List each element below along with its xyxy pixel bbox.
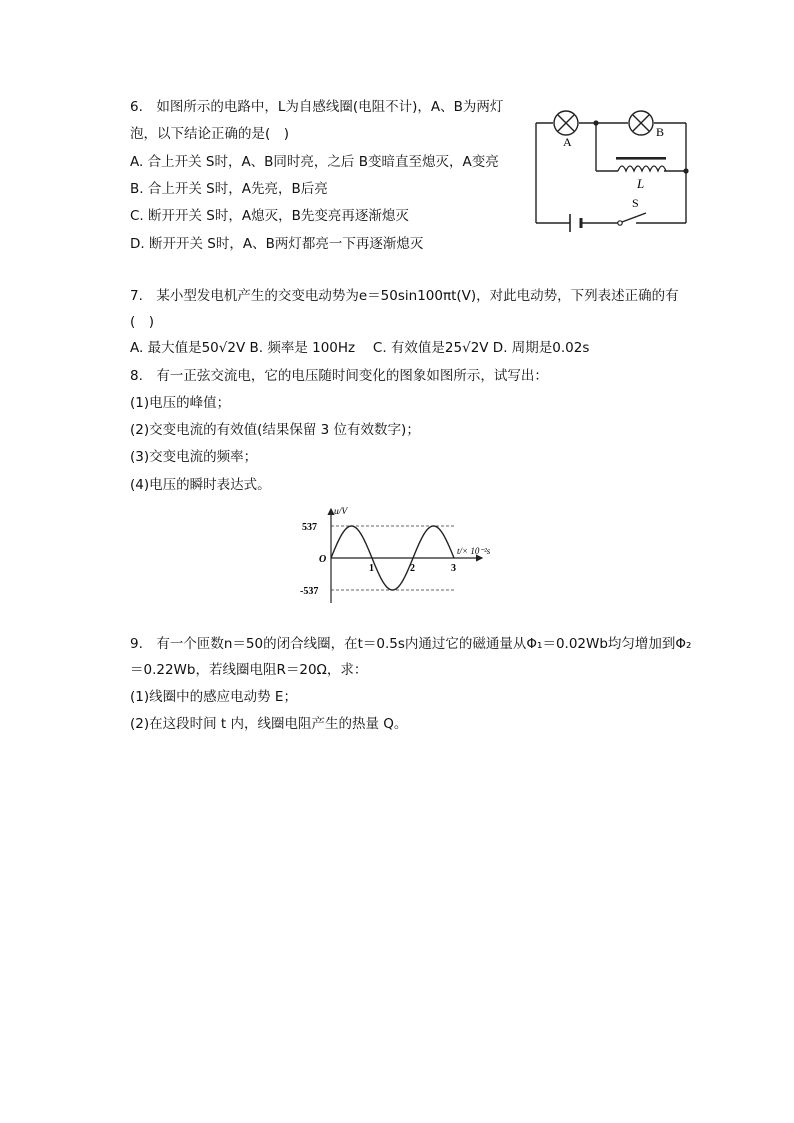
- q6-option-d: D. 断开开关 S时，A、B两灯都亮一下再逐渐熄灭: [130, 236, 424, 252]
- origin-label: O: [319, 554, 327, 565]
- q8-item-1: (1)电压的峰值；: [130, 395, 231, 411]
- inductor-label: L: [637, 176, 645, 191]
- q8-item-2: (2)交变电流的有效值(结果保留 3 位有效数字)；: [130, 422, 420, 438]
- q8-item-4: (4)电压的瞬时表达式。: [130, 477, 271, 493]
- y-tick-label: -537: [300, 586, 319, 597]
- q9-stem-line2: ＝0.22Wb，若线圈电阻R＝20Ω，求：: [130, 662, 368, 678]
- lamp-a: [554, 111, 578, 135]
- q8-item-3: (3)交变电流的频率；: [130, 449, 258, 465]
- q7-options: A. 最大值是50√2V B. 频率是 100Hz C. 有效值是25√2V D. 周期是0.02s: [130, 340, 590, 356]
- q8-stem: 8. 有一正弦交流电，它的电压随时间变化的图象如图所示，试写出：: [130, 368, 548, 384]
- q6-stem-line2: 泡，以下结论正确的是( ): [130, 126, 290, 142]
- q7-stem-line1: 7. 某小型发电机产生的交变电动势为e＝50sin100πt(V)，对此电动势，下列表述正确的有: [130, 288, 679, 304]
- inductor-l: [616, 157, 666, 171]
- circuit-diagram: [528, 106, 694, 234]
- lamp-a-label: A: [563, 135, 572, 149]
- x-axis-label: t/× 10⁻²s: [457, 546, 491, 556]
- q9-stem-line1: 9. 有一个匝数n＝50的闭合线圈，在t＝0.5s内通过它的磁通量从Φ₁＝0.02Wb均匀增加到Φ₂: [130, 636, 692, 652]
- lamp-b: [629, 111, 653, 135]
- q9-item-2: (2)在这段时间 t 内，线圈电阻产生的热量 Q。: [130, 716, 408, 732]
- q6-option-a: A. 合上开关 S时，A、B同时亮，之后 B变暗直至熄灭，A变亮: [130, 154, 499, 170]
- y-tick-label: 537: [302, 522, 317, 533]
- y-axis-label: u/V: [334, 507, 348, 517]
- switch-label: S: [632, 196, 639, 210]
- x-tick-label: 1: [369, 563, 374, 574]
- q6-stem-line1: 6. 如图所示的电路中，L为自感线圈(电阻不计)，A、B为两灯: [130, 99, 504, 115]
- q6-option-b: B. 合上开关 S时，A先亮，B后亮: [130, 181, 328, 197]
- lamp-b-label: B: [656, 125, 665, 139]
- q6-option-c: C. 断开开关 S时，A熄灭，B先变亮再逐渐熄灭: [130, 208, 409, 224]
- x-tick-label: 3: [451, 563, 456, 574]
- q7-stem-line2: ( ): [130, 314, 155, 330]
- battery-icon: [570, 214, 581, 232]
- q9-item-1: (1)线圈中的感应电动势 E；: [130, 689, 297, 705]
- x-tick-label: 2: [410, 563, 415, 574]
- voltage-time-graph: [300, 505, 510, 605]
